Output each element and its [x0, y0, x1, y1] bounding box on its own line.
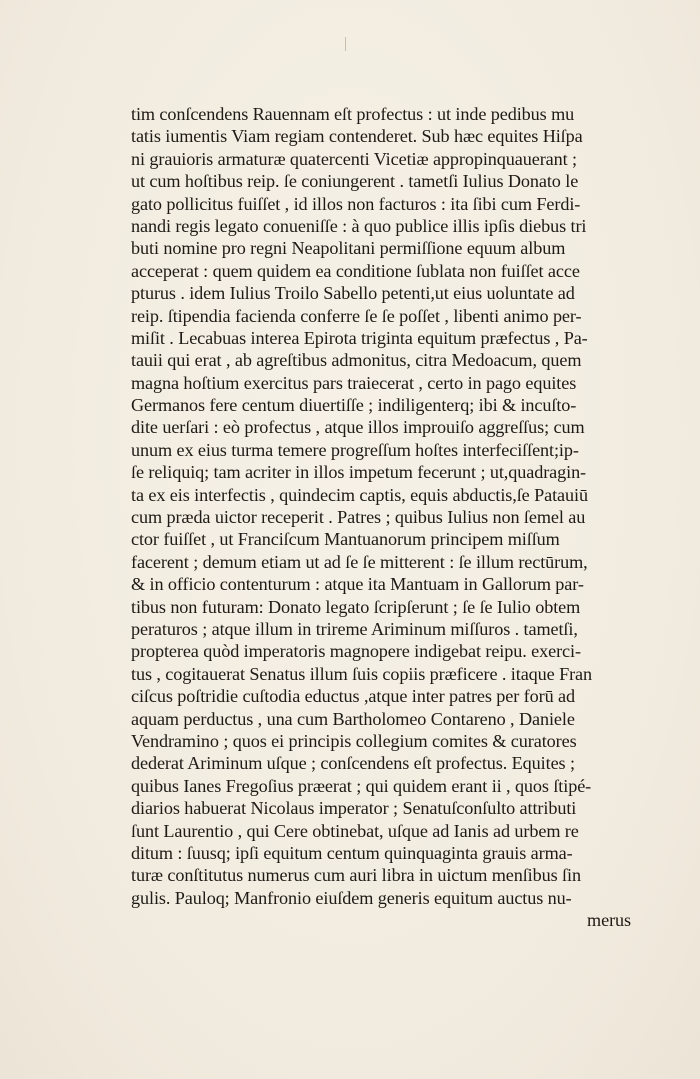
text-line: reip. ſtipendia facienda conferre ſe ſe poſſet , libenti animo per- [131, 305, 582, 326]
text-line: ſe reliquiq; tam acriter in illos impetum fecerunt ; ut,quadragin- [131, 462, 587, 483]
text-line: tatis iumentis Viam regiam contenderet. Sub hæc equites Hiſpa [131, 126, 583, 147]
text-line: Germanos fere centum diuertiſſe ; indiligenterq; ibi & incuſto- [131, 395, 577, 416]
text-line: pturus . idem Iulius Troilo Sabello petenti,ut eius uoluntate ad [131, 283, 575, 304]
text-line: propterea quòd imperatoris magnopere indigebat reipu. exerci- [131, 641, 581, 662]
text-line: tibus non futuram: Donato legato ſcripſerunt ; ſe ſe Iulio obtem [131, 596, 581, 617]
text-line: diarios habuerat Nicolaus imperator ; Senatuſconſulto attributi [131, 798, 577, 819]
text-line: gato pollicitus fuiſſet , id illos non facturos : ita ſibi cum Ferdi- [131, 193, 581, 214]
text-line: dite uerſari : eò profectus , atque illos improuiſo aggreſſus; cum [131, 417, 585, 438]
text-line: ctor fuiſſet , ut Franciſcum Mantuanorum principem miſſum [131, 529, 560, 550]
text-line: tauii qui erat , ab agreſtibus admonitus, citra Medoacum, quem [131, 350, 582, 371]
text-line: buti nomine pro regni Neapolitani permiſſione equum album [131, 238, 566, 259]
text-line: Vendramino ; quos ei principis collegium comites & curatores [131, 730, 577, 751]
text-line: ni grauioris armaturæ quatercenti Vicetiæ appropinquauerant ; [131, 148, 578, 169]
text-line: acceperat : quem quidem ea conditione ſublata non fuiſſet acce [131, 260, 580, 281]
text-line: & in officio contenturum : atque ita Mantuam in Gallorum par- [131, 574, 584, 595]
text-line: nandi regis legato conueniſſe : à quo publice illis ipſis diebus tri [131, 215, 587, 236]
text-line: tim conſcendens Rauennam eſt profectus : ut inde pedibus mu [131, 104, 575, 124]
text-line: turæ conſtitutus numerus cum auri libra in uictum menſibus ſin [131, 865, 581, 886]
text-line: ſunt Laurentio , qui Cere obtinebat, uſque ad Ianis ad urbem re [131, 820, 579, 841]
text-line: magna hoſtium exercitus pars traiecerat , certo in pago equites [131, 372, 577, 393]
text-line: cum præda uictor receperit . Patres ; quibus Iulius non ſemel au [131, 507, 586, 528]
text-line: miſit . Lecabuas interea Epirota triginta equitum præfectus , Pa- [131, 327, 588, 348]
catchword: merus [587, 910, 631, 931]
text-line: tus , cogitauerat Senatus illum ſuis copiis præficere . itaque Fran [131, 663, 593, 684]
text-line: ciſcus poſtridie cuſtodia eductus ,atque inter patres per forū ad [131, 686, 575, 707]
text-line: gulis. Pauloq; Manfronio eiuſdem generis equitum auctus nu- [131, 887, 572, 908]
page-fold-mark [345, 37, 346, 51]
text-line: facerent ; demum etiam ut ad ſe ſe mitterent : ſe illum rectūrum, [131, 551, 588, 572]
text-line: quibus Ianes Fregoſius præerat ; qui quidem erant ii , quos ſtipé- [131, 775, 592, 796]
text-line: ditum : ſuusq; ipſi equitum centum quinquaginta grauis arma- [131, 842, 573, 863]
text-line: unum ex eius turma temere progreſſum hoſtes interfeciſſent;ip- [131, 439, 579, 460]
text-line: dederat Ariminum uſque ; conſcendens eſt profectus. Equites ; [131, 753, 575, 774]
text-line: peraturos ; atque illum in trireme Ariminum miſſuros . tametſi, [131, 618, 578, 639]
text-line: ut cum hoſtibus reip. ſe coniungerent . tametſi Iulius Donato le [131, 171, 579, 192]
body-text [131, 103, 631, 931]
text-line: ta ex eis interfectis , quindecim captis, equis abductis,ſe Patauiū [131, 484, 588, 505]
text-line: aquam perductus , una cum Bartholomeo Contareno , Daniele [131, 708, 575, 729]
